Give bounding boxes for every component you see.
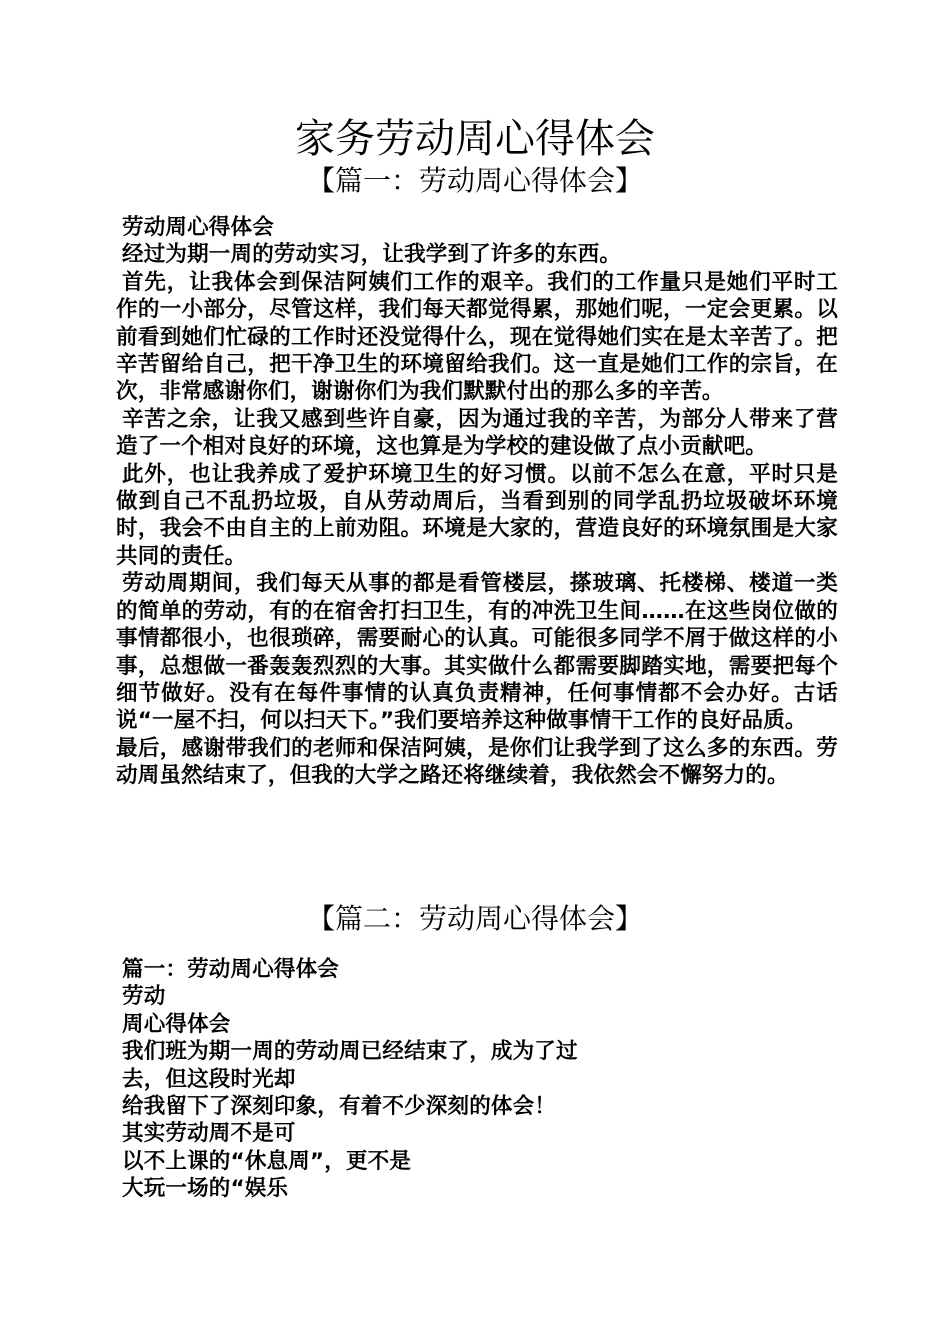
section-2-heading: 【篇二：劳动周心得体会】 bbox=[306, 902, 643, 935]
section-1-paragraph: 首先，让我体会到保洁阿姨们工作的艰辛。我们的工作量只是她们平时工作的一小部分，尽管这样，我们每天都觉得累，那她们呢，一定会更累。以前看到她们忙碌的工作时还没觉得什么，现在觉得她们实在是太辛苦了。把辛苦留给自己，把干净卫生的环境留给我们。这一直是她们工作的宗旨，在次，非常感谢你们，谢谢你们为我们默默付出的那么多的辛苦。 bbox=[116, 269, 838, 405]
section-1-paragraph: 此外，也让我养成了爱护环境卫生的好习惯。以前不怎么在意，平时只是做到自己不乱扔垃圾，自从劳动周后，当看到别的同学乱扔垃圾破坏环境时，我会不由自主的上前劝阻。环境是大家的，营造良好的环境氛围是大家共同的责任。 bbox=[116, 461, 838, 569]
section-1-paragraph-subtitle: 劳动周心得体会 bbox=[122, 215, 274, 240]
section-2-line: 去，但这段时光却 bbox=[122, 1066, 296, 1092]
section-1-paragraph: 最后，感谢带我们的老师和保洁阿姨，是你们让我学到了这么多的东西。劳动周虽然结束了，但我的大学之路还将继续着，我依然会不懈努力的。 bbox=[116, 735, 838, 789]
section-2-body bbox=[116, 956, 838, 1203]
section-1-body bbox=[116, 214, 838, 790]
section-2-line: 篇一：劳动周心得体会 bbox=[122, 957, 340, 982]
section-1-paragraph: 辛苦之余，让我又感到些许自豪，因为通过我的辛苦，为部分人带来了营造了一个相对良好的环境，这也算是为学校的建设做了点小贡献吧。 bbox=[116, 406, 838, 460]
section-2-line: 劳动 bbox=[122, 984, 166, 1010]
section-2-line: 大玩一场的“娱乐 bbox=[122, 1176, 289, 1202]
section-1-paragraph: 经过为期一周的劳动实习，让我学到了许多的东西。 bbox=[122, 242, 622, 268]
section-2-line: 我们班为期一周的劳动周已经结束了，成为了过 bbox=[122, 1039, 578, 1065]
document-title: 家务劳动周心得体会 bbox=[295, 116, 655, 162]
section-1-heading: 【篇一：劳动周心得体会】 bbox=[306, 164, 643, 197]
section-2-line: 周心得体会 bbox=[122, 1011, 231, 1037]
section-2-line: 其实劳动周不是可 bbox=[122, 1121, 296, 1147]
section-1-paragraph: 劳动周期间，我们每天从事的都是看管楼层，搽玻璃、托楼梯、楼道一类的简单的劳动，有的在宿舍打扫卫生，有的冲洗卫生间……在这些岗位做的事情都很小，也很琐碎，需要耐心的认真。可能很多同学不屑于做这样的小事，总想做一番轰轰烈烈的大事。其实做什么都需要脚踏实地，需要把每个细节做好。没有在每件事情的认真负责精神，任何事情都不会办好。古话说“一屋不扫，何以扫天下。”我们要培养这种做事情干工作的良好品质。 bbox=[116, 571, 838, 734]
section-2-line: 以不上课的“休息周”，更不是 bbox=[122, 1148, 412, 1174]
section-2-line: 给我留下了深刻印象，有着不少深刻的体会！ bbox=[122, 1094, 557, 1120]
